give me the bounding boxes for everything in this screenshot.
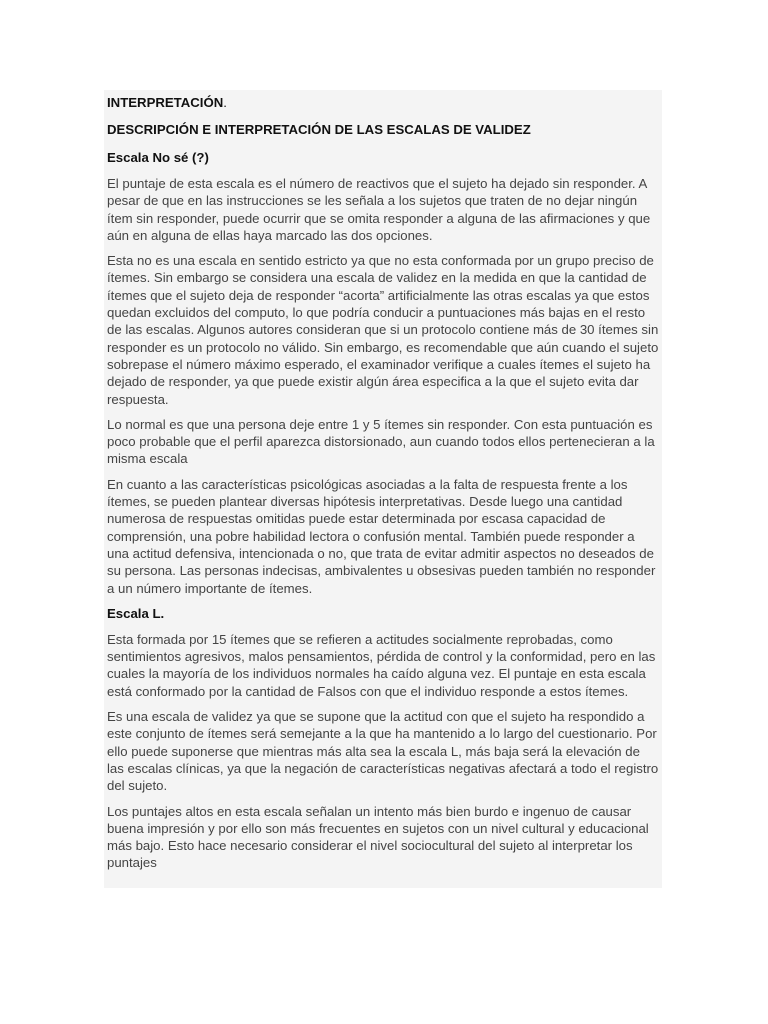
scale-no-se-paragraph: En cuanto a las características psicológicas asociadas a la falta de respuesta frente a los ítemes, se pueden plantear diversas hipótesis interpretativas. Desde luego una cantidad numerosa de respuestas omitidas puede estar determinada por escasa capacidad de comprensión, una pobre habilidad lectora o confusión mental. También puede responder a una actitud defensiva, intencionada o no, que trata de evitar admitir aspectos no deseados de su persona. Las personas indecisas, ambivalentes u obsesivas pueden también no responder a un número importante de ítemes. <box>107 476 656 596</box>
scale-l-paragraph: Esta formada por 15 ítemes que se refieren a actitudes socialmente reprobadas, como sentimientos agresivos, malos pensamientos, pérdida de control y la conformidad, pero en las cuales la mayoría de los individuos normales ha caído alguna vez. El puntaje en esta escala está conformado por la cantidad de Falsos con que el individuo responde a estos ítemes. <box>107 631 656 699</box>
scale-l-heading: Escala L. <box>107 605 165 621</box>
scale-no-se-heading: Escala No sé (?) <box>107 150 209 165</box>
scale-no-se-paragraph: Lo normal es que una persona deje entre 1 y 5 ítemes sin responder. Con esta puntuación es poco probable que el perfil aparezca distorsionado, aun cuando todos ellos pertenecieran a la misma escala <box>107 416 655 467</box>
scale-l-paragraph: Es una escala de validez ya que se supone que la actitud con que el sujeto ha respondido a este conjunto de ítemes será semejante a la que ha mantenido a lo largo del cuestionario. Por ello puede suponerse que mientras más alta sea la escala L, más baja será la elevación de las escalas clínicas, ya que la negación de características negativas afectará a todo el registro del sujeto. <box>107 709 659 794</box>
document-content <box>104 90 662 888</box>
title-period: . <box>223 95 227 110</box>
title-text: INTERPRETACIÓN <box>107 95 224 110</box>
scale-no-se-paragraph: Esta no es una escala en sentido estricto ya que no esta conformada por un grupo preciso de ítemes. Sin embargo se considera una escala de validez en la medida en que la cantidad de ítemes que el sujeto deja de responder “acorta” artificialmente las otras escalas ya que estos quedan excluidos del computo, lo que podría conducir a puntuaciones más bajas en el resto de las escalas. Algunos autores consideran que si un protocolo contiene más de 30 ítemes sin responder es un protocolo no válido. Sin embargo, es recomendable que aún cuando el sujeto sobrepase el número máximo esperado, el examinador verifique a cuales ítemes el sujeto ha dejado de responder, ya que puede existir algún área especifica a la que el sujeto evita dar respuesta. <box>107 253 659 407</box>
scale-no-se-paragraph: El puntaje de esta escala es el número de reactivos que el sujeto ha dejado sin responder. A pesar de que en las instrucciones se les señala a los sujetos que traten de no dejar ningún ítem sin responder, puede ocurrir que se omita responder a alguna de las afirmaciones y que aún en alguna de ellas haya marcado las dos opciones. <box>107 176 651 243</box>
scale-l-paragraph: Los puntajes altos en esta escala señalan un intento más bien burdo e ingenuo de causar buena impresión y por ello son más frecuentes en sujetos con un nivel cultural y educacional más bajo. Esto hace necesario considerar el nivel sociocultural del sujeto al interpretar los puntajes <box>107 803 649 871</box>
document-title <box>107 94 660 111</box>
section-heading: DESCRIPCIÓN E INTERPRETACIÓN DE LAS ESCALAS DE VALIDEZ <box>107 122 531 137</box>
